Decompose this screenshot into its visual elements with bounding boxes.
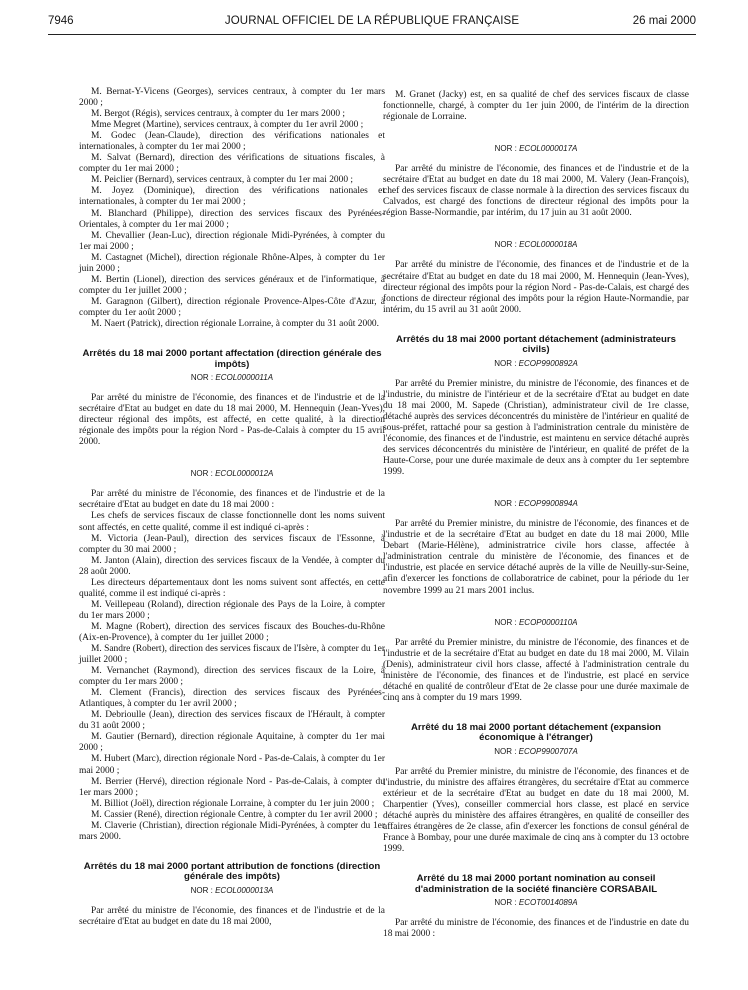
decree-paragraph: M. Granet (Jacky) est, en sa qualité de chef des services fiscaux de classe fonctionnelle, chargé, à compter du 1er juin 2000, de l'intérim de la direction régionale de Lorraine. — [383, 90, 689, 123]
nor-reference — [383, 897, 689, 908]
decree-paragraph: Par arrêté du ministre de l'économie, des finances et de l'industrie en date du 18 mai 2000 : — [383, 918, 689, 940]
list-item: M. Cassier (René), direction régionale Centre, à compter du 1er avril 2000 ; — [91, 809, 378, 820]
section-title-attribution: Arrêtés du 18 mai 2000 portant attribution de fonctions (direction générale des impôts) — [83, 860, 381, 883]
nor-label: NOR : — [494, 240, 517, 250]
list-item: M. Debrioulle (Jean), direction des services fiscaux de l'Hérault, à compter du 31 août 2000 ; — [79, 710, 385, 732]
nor-label: NOR : — [190, 373, 214, 383]
nor-code: ECOL0000013A — [215, 885, 274, 895]
decree-paragraph: Par arrêté du Premier ministre, du ministre de l'économie, des finances et de l'industrie et de la secrétaire d'Etat au budget en date du 18 mai 2000, M. Vilain (Denis), administrateur civil hors classe, affecté à l'administration centrale du ministère de l'économie, des finances et de l'industrie, est placé en service détaché en qualité de contrôleur d'Etat de 2e classe pour une durée maximale de cinq ans à compter du 19 mars 1999. — [383, 637, 689, 703]
nor-code: ECOP0000110A — [518, 617, 578, 627]
nor-code: ECOL0000017A — [519, 144, 578, 154]
decree-paragraph: Par arrêté du ministre de l'économie, des finances et de l'industrie et de la secrétaire d'Etat au budget en date du 18 mai 2000, M. Valery (Jean-François), chef des services fiscaux de classe normale à la direction des services fiscaux du Calvados, est chargé des fonctions de directeur régional des impôts pour la région Basse-Normandie, par intérim, du 17 juin au 31 août 2000. — [383, 164, 689, 219]
decree-paragraph: Par arrêté du Premier ministre, du ministre de l'économie, des finances et de l'industrie, du ministre de l'intérieur et de la secrétaire d'Etat au budget en date du 18 mai 2000, M. Sapede (Christian), administrateur civil de 1re classe, détaché auprès des services déconcentrés du ministère de l'intérieur en qualité de sous-préfet, rattaché pour sa gestion à l'administration centrale du ministère de l'économie, des finances et de l'industrie, est maintenu en service détaché auprès des services déconcentrés du ministère de l'intérieur, en qualité de préfet de la Haute-Corse, pour une durée maximale de deux ans à compter du 1er septembre 1999. — [383, 378, 689, 478]
list-item: M. Veillepeau (Roland), direction régionale des Pays de la Loire, à compter du 1er mars 2000 ; — [79, 599, 385, 621]
list-item: M. Janton (Alain), direction des services fiscaux de la Vendée, à compter du 28 août 2000. — [79, 555, 385, 577]
page-number: 7946 — [48, 15, 74, 27]
list-item: M. Bernat-Y-Vicens (Georges), services centraux, à compter du 1er mars 2000 ; — [79, 87, 385, 109]
list-item: M. Bertin (Lionel), direction des services généraux et de l'informatique, à compter du 1er juillet 2000 ; — [79, 274, 385, 296]
list-item: M. Sandre (Robert), direction des services fiscaux de l'Isère, à compter du 1er juillet 2000 ; — [79, 644, 385, 666]
list-item: M. Naert (Patrick), direction régionale Lorraine, à compter du 31 août 2000. — [91, 318, 380, 329]
nor-reference — [79, 885, 385, 896]
nor-label: NOR : — [494, 617, 517, 627]
list-item: M. Billiot (Joël), direction régionale Lorraine, à compter du 1er juin 2000 ; — [91, 798, 375, 809]
decree-paragraph: Les directeurs départementaux dont les noms suivent sont affectés, en cette qualité, comme il est indiqué ci-après : — [79, 577, 385, 599]
list-item: M. Bergot (Régis), services centraux, à compter du 1er mars 2000 ; — [91, 109, 346, 120]
list-item: M. Clement (Francis), direction des services fiscaux des Pyrénées-Atlantiques, à compter du 1er avril 2000 ; — [79, 688, 385, 710]
nor-label: NOR : — [494, 499, 517, 509]
nor-code: ECOL0000012A — [215, 469, 274, 479]
nor-reference — [383, 143, 689, 154]
nor-reference — [383, 617, 689, 628]
list-item: M. Blanchard (Philippe), direction des services fiscaux des Pyrénées-Orientales, à compter du 1er mai 2000 ; — [79, 208, 385, 230]
list-item: Mme Megret (Martine), services centraux, à compter du 1er avril 2000 ; — [91, 120, 364, 131]
decree-paragraph: Par arrêté du ministre de l'économie, des finances et de l'industrie et de la secrétaire d'Etat au budget en date du 18 mai 2000, — [79, 905, 385, 927]
list-item: M. Peiclier (Bernard), services centraux, à compter du 1er mai 2000 ; — [91, 175, 354, 186]
list-item: M. Joyez (Dominique), direction des vérifications nationales et internationales, à compter du 1er mai 2000 ; — [79, 186, 385, 208]
left-column — [79, 87, 385, 928]
nor-reference — [383, 239, 689, 250]
list-item: M. Salvat (Bernard), direction des vérifications de situations fiscales, à compter du 1er mai 2000 ; — [79, 153, 385, 175]
list-item: M. Castagnet (Michel), direction régionale Rhône-Alpes, à compter du 1er juin 2000 ; — [79, 252, 385, 274]
nor-code: ECOP9900707A — [518, 746, 578, 756]
list-item: M. Chevallier (Jean-Luc), direction régionale Midi-Pyrénées, à compter du 1er mai 2000 ; — [79, 230, 385, 252]
nor-label: NOR : — [190, 469, 213, 479]
decree-paragraph: Par arrêté du ministre de l'économie, des finances et de l'industrie et de la secrétaire d'Etat au budget en date du 18 mai 2000 : — [79, 489, 385, 511]
nor-reference — [383, 746, 689, 757]
nor-code: ECOP9900892A — [518, 358, 578, 368]
nor-label: NOR : — [494, 746, 517, 756]
nor-code: ECOP9900894A — [518, 499, 578, 509]
header-rule — [48, 34, 696, 35]
list-item: M. Victoria (Jean-Paul), direction des services fiscaux de l'Essonne, à compter du 30 mai 2000 ; — [79, 533, 385, 555]
page-header — [48, 13, 696, 31]
section-title-detachement-civils: Arrêtés du 18 mai 2000 portant détachement (administrateurs civils) — [396, 333, 676, 356]
list-item: M. Hubert (Marc), direction régionale Nord - Pas-de-Calais, à compter du 1er mai 2000 ; — [79, 754, 385, 776]
section-title-affectation: Arrêtés du 18 mai 2000 portant affectation (direction générale des impôts) — [82, 348, 382, 370]
nor-code: ECOT0014089A — [518, 898, 578, 908]
list-item: M. Garagnon (Gilbert), direction régionale Provence-Alpes-Côte d'Azur, à compter du 1er août 2000 ; — [79, 296, 385, 318]
decree-paragraph: Par arrêté du ministre de l'économie, des finances et de l'industrie et de la secrétaire d'Etat au budget en date du 18 mai 2000, M. Hennequin (Jean-Yves), directeur régional des impôts pour la région Nord - Pas-de-Calais, est chargé des fonctions de directeur régional des impôts pour la région Haute-Normandie, par intérim, du 15 avril au 31 août 2000. — [383, 260, 689, 315]
nor-label: NOR : — [190, 885, 213, 895]
nor-reference — [79, 468, 385, 479]
nor-label: NOR : — [494, 358, 517, 368]
section-title-detachement-expansion: Arrêté du 18 mai 2000 portant détachement (expansion économique à l'étranger) — [410, 721, 662, 744]
decree-paragraph: Par arrêté du Premier ministre, du ministre de l'économie, des finances et de l'industrie et de la secrétaire d'Etat au budget en date du 18 mai 2000, Mlle Debart (Marie-Hélène), administratrice civile hors classe, affectée à l'administration centrale du ministère de l'économie, des finances et de l'industrie, est placée en service détaché auprès de la ville de Neuilly-sur-Seine, afin d'exercer les fonctions de collaboratrice de cabinet, pour la période du 1er novembre 1999 au 21 mars 2001 inclus. — [383, 519, 689, 596]
nor-reference — [383, 498, 689, 509]
list-item: M. Godec (Jean-Claude), direction des vérifications nationales et internationales, à compter du 1er mai 2000 ; — [79, 131, 385, 153]
nor-label: NOR : — [494, 898, 517, 908]
list-item: M. Berrier (Hervé), direction régionale Nord - Pas-de-Calais, à compter du 1er mars 2000 ; — [79, 776, 385, 798]
list-item: M. Magne (Robert), direction des services fiscaux des Bouches-du-Rhône (Aix-en-Provence), à compter du 1er juillet 2000 ; — [79, 621, 385, 643]
decree-paragraph: Par arrêté du ministre de l'économie, des finances et de l'industrie et de la secrétaire d'Etat au budget en date du 18 mai 2000, M. Hennequin (Jean-Yves), directeur régional des impôts, est affecté, en cette qualité, à la direction régionale des impôts pour la région Nord - Pas-de-Calais à compter du 15 avril 2000. — [79, 393, 385, 448]
decree-paragraph: Les chefs de services fiscaux de classe fonctionnelle dont les noms suivent sont affectés, en cette qualité, comme il est indiqué ci-après : — [79, 511, 385, 533]
list-item: M. Gautier (Bernard), direction régionale Aquitaine, à compter du 1er mai 2000 ; — [79, 732, 385, 754]
list-item: M. Claverie (Christian), direction régionale Midi-Pyrénées, à compter du 1er mars 2000. — [79, 820, 385, 842]
issue-date: 26 mai 2000 — [632, 15, 696, 27]
journal-title: JOURNAL OFFICIEL DE LA RÉPUBLIQUE FRANÇAISE — [224, 15, 520, 27]
list-item: M. Vernanchet (Raymond), direction des services fiscaux de la Loire, à compter du 1er mars 2000 ; — [79, 666, 385, 688]
nor-reference — [383, 358, 689, 369]
list-managers — [79, 87, 385, 330]
right-column — [383, 90, 689, 940]
section-title-nomination: Arrêté du 18 mai 2000 portant nomination au conseil d'administration de la société financière CORSABAIL — [414, 873, 658, 895]
decree-paragraph: Par arrêté du Premier ministre, du ministre de l'économie, des finances et de l'industrie, du ministre des affaires étrangères, du secrétaire d'Etat au commerce extérieur et de la secrétaire d'Etat au budget en date du 18 mai 2000, M. Charpentier (Yves), conseiller commercial hors classe, est placé en service détaché auprès du ministère des affaires étrangères, en qualité de conseiller des affaires étrangères de 2e classe, afin d'exercer les fonctions de consul général de France à Bombay, pour une durée maximale de cinq ans à compter du 13 octobre 1999. — [383, 766, 689, 855]
nor-reference — [79, 372, 385, 383]
nor-label: NOR : — [494, 144, 517, 154]
nor-code: ECOL0000011A — [215, 373, 274, 383]
nor-code: ECOL0000018A — [519, 240, 578, 250]
